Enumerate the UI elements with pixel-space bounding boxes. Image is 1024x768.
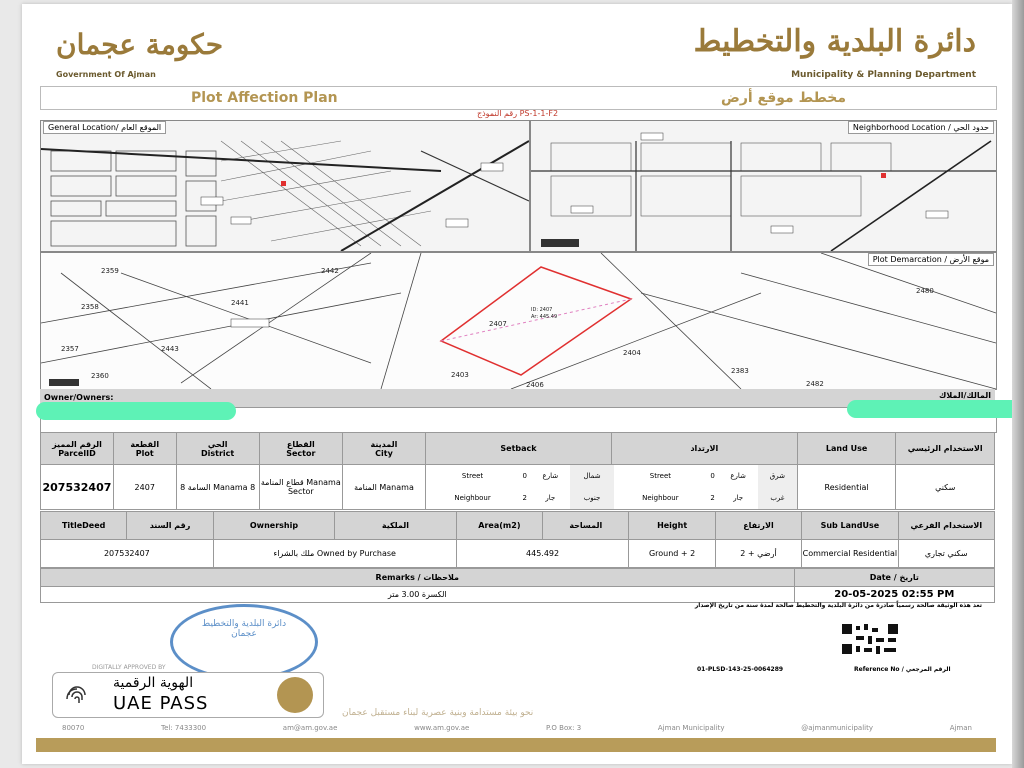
deed-table-row bbox=[41, 540, 995, 568]
general-map-drawing bbox=[41, 121, 529, 251]
digitally-approved-label: DIGITALLY APPROVED BY bbox=[92, 664, 166, 671]
neighborhood-location-label: Neighborhood Location / حدود الحي bbox=[848, 121, 994, 134]
plot-number: 2443 bbox=[161, 345, 179, 353]
official-stamp bbox=[170, 604, 318, 680]
neighborhood-map-drawing bbox=[531, 121, 996, 251]
header-setback-en: Setback bbox=[426, 433, 612, 465]
parcel-table-header bbox=[41, 433, 995, 465]
neighborhood-location-map bbox=[530, 120, 997, 252]
header-en: ParcelID bbox=[58, 448, 96, 458]
plot-number: 2406 bbox=[526, 381, 544, 389]
uae-pass-ar: الهوية الرقمية bbox=[113, 675, 194, 691]
setback-street2-value: 0 bbox=[710, 472, 715, 480]
land-use-ar-value: سكني bbox=[896, 465, 995, 510]
plot-area-label: Ar: 445.49 bbox=[531, 314, 558, 320]
setback-east: شرق bbox=[758, 465, 797, 487]
header-ar: الرقم المميز bbox=[52, 439, 102, 449]
remarks-header bbox=[41, 569, 995, 587]
header-ar: القطاع bbox=[286, 439, 315, 449]
setback-neighbour-ar: جار bbox=[545, 494, 556, 502]
plot-value: 2407 bbox=[113, 465, 176, 510]
remarks-label: Remarks / ملاحظات bbox=[41, 569, 795, 587]
contact-facebook: Ajman Municipality bbox=[657, 724, 725, 732]
general-location-label: General Location/ الموقع العام bbox=[43, 121, 166, 134]
header-area: Area(m2) bbox=[456, 512, 542, 540]
contact-website: www.am.gov.ae bbox=[414, 724, 470, 732]
setback-west: غرب bbox=[758, 487, 797, 509]
plot-number: 2480 bbox=[916, 287, 934, 295]
ownership-value: ملك بالشراء Owned by Purchase bbox=[213, 540, 456, 568]
header-title-deed-ar: رقم السند bbox=[127, 512, 213, 540]
contact-tel: Tel: 7433300 bbox=[160, 724, 207, 732]
header-sub-land-use: Sub LandUse bbox=[802, 512, 898, 540]
owners-label-en: Owner/Owners: bbox=[44, 393, 114, 402]
sub-land-use-value: Commercial Residential bbox=[802, 540, 898, 568]
setback-neighbour-label: Neighbour bbox=[454, 494, 491, 502]
setback-neighbour-value: 2 bbox=[522, 494, 527, 502]
plot-demarcation-map bbox=[40, 252, 997, 390]
uae-pass-en: UAE PASS bbox=[113, 693, 209, 714]
sector-value: قطاع المنامة Manama Sector bbox=[259, 465, 342, 510]
header-land-use: Land Use bbox=[797, 433, 896, 465]
header-sector bbox=[259, 433, 342, 465]
setback-street2-label: Street bbox=[649, 472, 672, 480]
setback-grid bbox=[426, 465, 797, 509]
government-name: Government Of Ajman bbox=[56, 70, 156, 79]
header-setback-ar: الارتداد bbox=[611, 433, 797, 465]
header-parcel-id bbox=[41, 433, 114, 465]
redaction-highlight-left bbox=[36, 402, 236, 420]
stamp-line2: عجمان bbox=[231, 629, 257, 639]
reference-label: Reference No / الرقم المرجعي bbox=[854, 666, 951, 673]
owners-label-ar: المالك/الملاك bbox=[938, 391, 991, 400]
deed-table-header bbox=[41, 512, 995, 540]
general-location-map bbox=[40, 120, 530, 252]
parcel-id-value: 207532407 bbox=[41, 465, 114, 510]
area-value: 445.492 bbox=[456, 540, 629, 568]
municipality-name: Municipality & Planning Department bbox=[791, 70, 976, 80]
setback-street-ar: شارع bbox=[542, 472, 559, 480]
plot-number: 2358 bbox=[81, 303, 99, 311]
header-ar: القطعة bbox=[130, 439, 160, 449]
parcel-table-row bbox=[41, 465, 995, 510]
fingerprint-icon bbox=[63, 681, 91, 709]
header-plot bbox=[113, 433, 176, 465]
header-district bbox=[176, 433, 259, 465]
plot-number: 2360 bbox=[91, 372, 109, 380]
title-en: Plot Affection Plan bbox=[191, 90, 338, 106]
header-ownership: Ownership bbox=[213, 512, 335, 540]
contact-email: am@am.gov.ae bbox=[282, 724, 338, 732]
government-logo: حكومة عجمان bbox=[56, 28, 224, 61]
title-ar: مخطط موقع أرض bbox=[720, 90, 846, 106]
setback-street-label: Street bbox=[461, 472, 484, 480]
document-page bbox=[22, 4, 1012, 764]
date-label: Date / تاريخ bbox=[794, 569, 994, 587]
plot-number: 2441 bbox=[231, 299, 249, 307]
reference-number: 01-PLSD-143-25-0064289 bbox=[697, 666, 784, 673]
remarks-value: الكسرة 3.00 متر bbox=[41, 587, 795, 603]
plot-map-drawing bbox=[41, 253, 996, 389]
date-value: 20-05-2025 02:55 PM bbox=[794, 587, 994, 603]
plot-id-label: ID: 2407 bbox=[531, 307, 553, 313]
screen-edge bbox=[1012, 0, 1024, 768]
deed-info-table bbox=[40, 511, 995, 568]
plot-number: 2482 bbox=[806, 380, 824, 388]
uae-pass-badge bbox=[52, 672, 324, 718]
plot-number: 2383 bbox=[731, 367, 749, 375]
setback-neighbour2-value: 2 bbox=[710, 494, 715, 502]
header-city bbox=[342, 433, 425, 465]
validity-notice: تعد هذه الوثيقة صالحة رسمياً صادرة من دائرة البلدية والتخطيط صالحة لمدة سنة من تاريخ الإصدار bbox=[694, 602, 982, 609]
title-deed-value: 207532407 bbox=[41, 540, 214, 568]
header-height: Height bbox=[629, 512, 715, 540]
setback-row bbox=[426, 465, 797, 487]
header-en: Sector bbox=[286, 448, 316, 458]
setback-south: جنوب bbox=[570, 487, 614, 509]
setback-street-value: 0 bbox=[522, 472, 527, 480]
form-number: رقم النموذج PS-1-1-F2 bbox=[476, 109, 559, 118]
header-height-ar: الارتفاع bbox=[715, 512, 801, 540]
sub-land-use-ar-value: سكني تجاري bbox=[898, 540, 994, 568]
height-ar-value: أرضي + 2 bbox=[715, 540, 801, 568]
parcel-info-table bbox=[40, 432, 995, 510]
plot-number: 2359 bbox=[101, 267, 119, 275]
header-en: District bbox=[201, 448, 235, 458]
header-sub-land-use-ar: الاستخدام الفرعي bbox=[898, 512, 994, 540]
land-use-value: Residential bbox=[797, 465, 896, 510]
qr-code-icon bbox=[840, 622, 900, 656]
contact-instagram: @ajmanmunicipality bbox=[801, 724, 873, 732]
footer-decoration bbox=[36, 738, 996, 752]
redaction-highlight-right bbox=[847, 400, 1012, 418]
setback-row bbox=[426, 487, 797, 509]
header-title-deed: TitleDeed bbox=[41, 512, 127, 540]
district-value: السامة 8 Manama 8 bbox=[176, 465, 259, 510]
header-main-use-ar: الاستخدام الرئيسي bbox=[896, 433, 995, 465]
header-ar: المدينة bbox=[370, 439, 398, 449]
setback-north: شمال bbox=[570, 465, 614, 487]
header-area-ar: المساحة bbox=[543, 512, 629, 540]
setback-street2-ar: شارع bbox=[730, 472, 746, 480]
plot-number: 2442 bbox=[321, 267, 339, 275]
header-ownership-ar: الملكية bbox=[335, 512, 457, 540]
height-value: Ground + 2 bbox=[629, 540, 715, 568]
header-ar: الحي bbox=[207, 439, 228, 449]
setback-neighbour2-ar: جار bbox=[733, 494, 744, 502]
header-en: Plot bbox=[135, 448, 154, 458]
header-en: City bbox=[375, 448, 393, 458]
uae-pass-seal-icon bbox=[277, 677, 313, 713]
slogan: نحو بيئة مستدامة وبنية عصرية لبناء مستقبل عجمان bbox=[342, 708, 534, 718]
contact-location: Ajman bbox=[949, 724, 972, 732]
plot-number: 2407 bbox=[489, 320, 507, 328]
setback-neighbour2-label: Neighbour bbox=[642, 494, 679, 502]
document-header bbox=[36, 14, 996, 84]
plot-number: 2357 bbox=[61, 345, 79, 353]
contact-bar bbox=[62, 724, 972, 736]
contact-toll-free: 80070 bbox=[62, 724, 85, 732]
plot-demarcation-label: Plot Demarcation / موقع الأرض bbox=[868, 253, 994, 266]
plot-number: 2404 bbox=[623, 349, 641, 357]
city-value: المنامة Manama bbox=[342, 465, 425, 510]
remarks-row bbox=[41, 587, 995, 603]
remarks-table bbox=[40, 568, 995, 603]
setback-values bbox=[426, 465, 798, 510]
plot-number: 2403 bbox=[451, 371, 469, 379]
title-bar bbox=[40, 86, 997, 110]
contact-pobox: P.O Box: 3 bbox=[546, 724, 582, 732]
municipality-logo: دائرة البلدية والتخطيط bbox=[693, 24, 976, 59]
stamp-line1: دائرة البلدية والتخطيط bbox=[201, 619, 287, 629]
